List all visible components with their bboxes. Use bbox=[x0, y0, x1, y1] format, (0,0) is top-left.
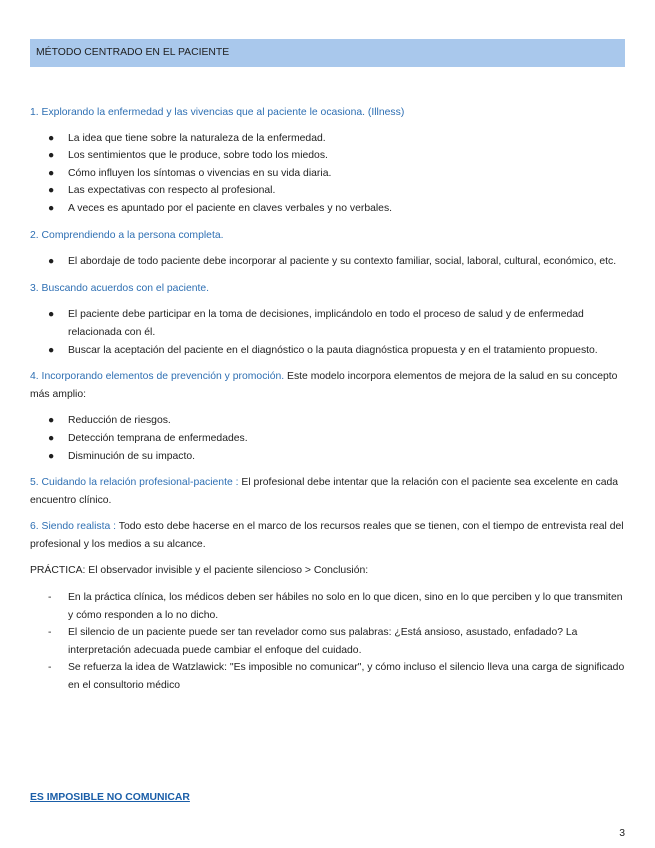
list-item: ● Los sentimientos que le produce, sobre todo los miedos. bbox=[30, 147, 625, 165]
bullet-icon: ● bbox=[48, 185, 55, 197]
bullet-icon: ● bbox=[48, 432, 55, 444]
section-4-text: Este modelo incorpora elementos de mejora de la salud en su concepto más amplio: bbox=[30, 371, 618, 400]
bullet-icon: ● bbox=[48, 344, 55, 356]
dash-icon: - bbox=[48, 592, 52, 604]
practica-title: PRÁCTICA: El observador invisible y el paciente silencioso > Conclusión: bbox=[30, 565, 369, 577]
document-page bbox=[30, 39, 625, 704]
section-6-heading: 6. Siendo realista : bbox=[30, 521, 117, 533]
section-5-text: El profesional debe intentar que la relación con el paciente sea excelente en cada encuentro clínico. bbox=[30, 477, 619, 506]
bullet-icon: ● bbox=[48, 309, 55, 321]
bullet-icon: ● bbox=[48, 167, 55, 179]
section-banner: MÉTODO CENTRADO EN EL PACIENTE bbox=[30, 39, 625, 67]
section-6-paragraph bbox=[30, 518, 625, 553]
bullet-icon: ● bbox=[48, 150, 55, 162]
list-item: ● El abordaje de todo paciente debe incorporar al paciente y su contexto familiar, social, laboral, cultural, económico, etc. bbox=[30, 253, 625, 271]
section-4-heading: 4. Incorporando elementos de prevención y promoción. bbox=[30, 371, 285, 383]
list-item: - Se refuerza la idea de Watzlawick: "Es imposible no comunicar", y cómo incluso el silencio lleva una carga de significado en el consultorio médico bbox=[30, 659, 625, 694]
section-4-paragraph bbox=[30, 368, 625, 403]
bullet-icon: ● bbox=[48, 450, 55, 462]
section-link-title[interactable]: ES IMPOSIBLE NO COMUNICAR bbox=[30, 792, 190, 803]
list-item: ● Reducción de riesgos. bbox=[30, 412, 625, 430]
list-item: ● A veces es apuntado por el paciente en claves verbales y no verbales. bbox=[30, 200, 625, 218]
section-2-heading: 2. Comprendiendo a la persona completa. bbox=[30, 229, 224, 241]
section-4-list bbox=[30, 412, 625, 465]
section-5-heading: 5. Cuidando la relación profesional-paciente : bbox=[30, 477, 239, 489]
section-5-paragraph bbox=[30, 474, 625, 509]
section-2-list bbox=[30, 253, 625, 271]
bullet-icon: ● bbox=[48, 132, 55, 144]
list-item: ● El paciente debe participar en la toma de decisiones, implicándolo en todo el proceso de salud y de enfermedad relacionada con él. bbox=[30, 306, 625, 341]
section-6-text: Todo esto debe hacerse en el marco de los recursos reales que se tienen, con el tiempo de entrevista real del profesional y los medios a su alcance. bbox=[30, 521, 624, 550]
section-3-list bbox=[30, 306, 625, 359]
dash-icon: - bbox=[48, 627, 52, 639]
section-3-heading: 3. Buscando acuerdos con el paciente. bbox=[30, 282, 210, 294]
list-item: ● La idea que tiene sobre la naturaleza de la enfermedad. bbox=[30, 130, 625, 148]
list-item: ● Disminución de su impacto. bbox=[30, 448, 625, 466]
bullet-icon: ● bbox=[48, 202, 55, 214]
page-number: 3 bbox=[619, 828, 625, 839]
list-item: ● Cómo influyen los síntomas o vivencias en su vida diaria. bbox=[30, 165, 625, 183]
bullet-icon: ● bbox=[48, 415, 55, 427]
section-1-list bbox=[30, 130, 625, 218]
section-1-heading: 1. Explorando la enfermedad y las vivencias que al paciente le ocasiona. (Illness) bbox=[30, 107, 405, 118]
dash-icon: - bbox=[48, 662, 52, 674]
list-item: ● Detección temprana de enfermedades. bbox=[30, 430, 625, 448]
list-item: - En la práctica clínica, los médicos deben ser hábiles no solo en lo que dicen, sino en lo que perciben y lo que transmiten y cómo responden a lo no dicho. bbox=[30, 589, 625, 624]
list-item: ● Las expectativas con respecto al profesional. bbox=[30, 182, 625, 200]
bullet-icon: ● bbox=[48, 256, 55, 268]
practica-list bbox=[30, 589, 625, 695]
list-item: ● Buscar la aceptación del paciente en el diagnóstico o la pauta diagnóstica propuesta y en el tratamiento propuesto. bbox=[30, 342, 625, 360]
list-item: - El silencio de un paciente puede ser tan revelador como sus palabras: ¿Está ansioso, asustado, enfadado? La interpretación adecuada puede cambiar el enfoque del cuidado. bbox=[30, 624, 625, 659]
